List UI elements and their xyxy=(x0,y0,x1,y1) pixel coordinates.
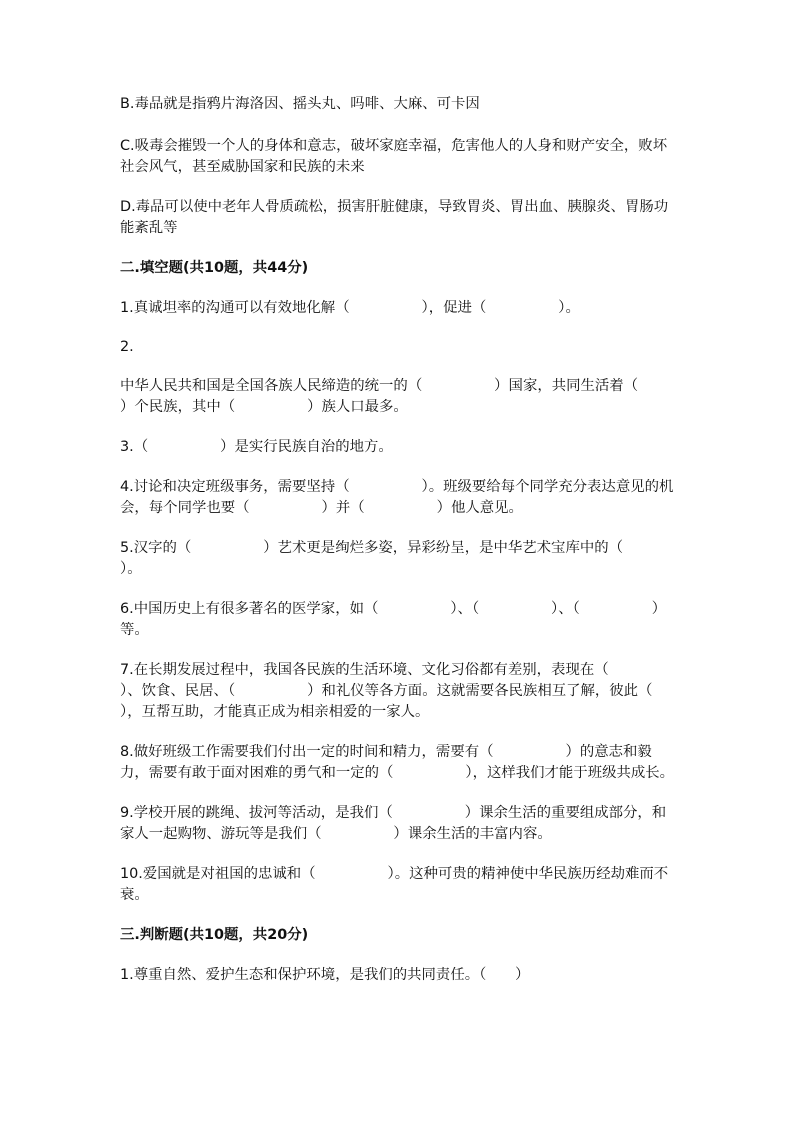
fill-blank-question-10: 10.爱国就是对祖国的忠诚和（ ）。这种可贵的精神使中华民族历经劫难而不衰。 xyxy=(120,866,669,903)
option-b: B.毒品就是指鸦片海洛因、摇头丸、吗啡、大麻、可卡因 xyxy=(120,96,480,112)
fill-blank-question-5: 5.汉字的（ ）艺术更是绚烂多姿，异彩纷呈，是中华艺术宝库中的（ ）。 xyxy=(120,540,695,577)
true-false-question-1: 1.尊重自然、爱护生态和保护环境，是我们的共同责任。（ ） xyxy=(120,967,530,983)
option-d: D.毒品可以使中老年人骨质疏松，损害肝脏健康，导致胃炎、胃出血、胰腺炎、胃肠功能紊乱等 xyxy=(120,199,669,236)
fill-blank-question-3: 3.（ ）是实行民族自治的地方。 xyxy=(120,439,393,455)
fill-blank-question-8: 8.做好班级工作需要我们付出一定的时间和精力，需要有（ ）的意志和毅力，需要有敢于面对困难的勇气和一定的（ ），这样我们才能于班级共成长。 xyxy=(120,744,675,781)
section-heading-fill-blank: 二.填空题(共10题，共44分) xyxy=(120,260,309,276)
fill-blank-question-9: 9.学校开展的跳绳、拔河等活动，是我们（ ）课余生活的重要组成部分，和家人一起购物、游玩等是我们（ ）课余生活的丰富内容。 xyxy=(120,805,667,842)
section-heading-true-false: 三.判断题(共10题，共20分) xyxy=(120,927,309,943)
fill-blank-question-4: 4.讨论和决定班级事务，需要坚持（ ）。班级要给每个同学充分表达意见的机会，每个同学也要（ ）并（ ）他人意见。 xyxy=(120,479,674,516)
fill-blank-question-7: 7.在长期发展过程中，我国各民族的生活环境、文化习俗都有差别，表现在（ ）、饮食、民居、（ ）和礼仪等各方面。这就需要各民族相互了解，彼此（ ），互帮互助，才能真正成为相亲相爱的一家人。 xyxy=(120,662,725,720)
fill-blank-question-2: 中华人民共和国是全国各族人民缔造的统一的（ ）国家，共同生活着（ ）个民族，其中（ ）族人口最多。 xyxy=(120,378,711,415)
fill-blank-question-6: 6.中国历史上有很多著名的医学家，如（ ）、（ ）、（ ）等。 xyxy=(120,601,667,638)
fill-blank-question-2-number: 2. xyxy=(120,339,134,355)
document-page xyxy=(120,94,725,986)
fill-blank-question-1: 1.真诚坦率的沟通可以有效地化解（ ），促进（ ）。 xyxy=(120,300,580,316)
option-c: C.吸毒会摧毁一个人的身体和意志，破坏家庭幸福，危害他人的人身和财产安全，败坏社会风气，甚至威胁国家和民族的未来 xyxy=(120,138,668,175)
